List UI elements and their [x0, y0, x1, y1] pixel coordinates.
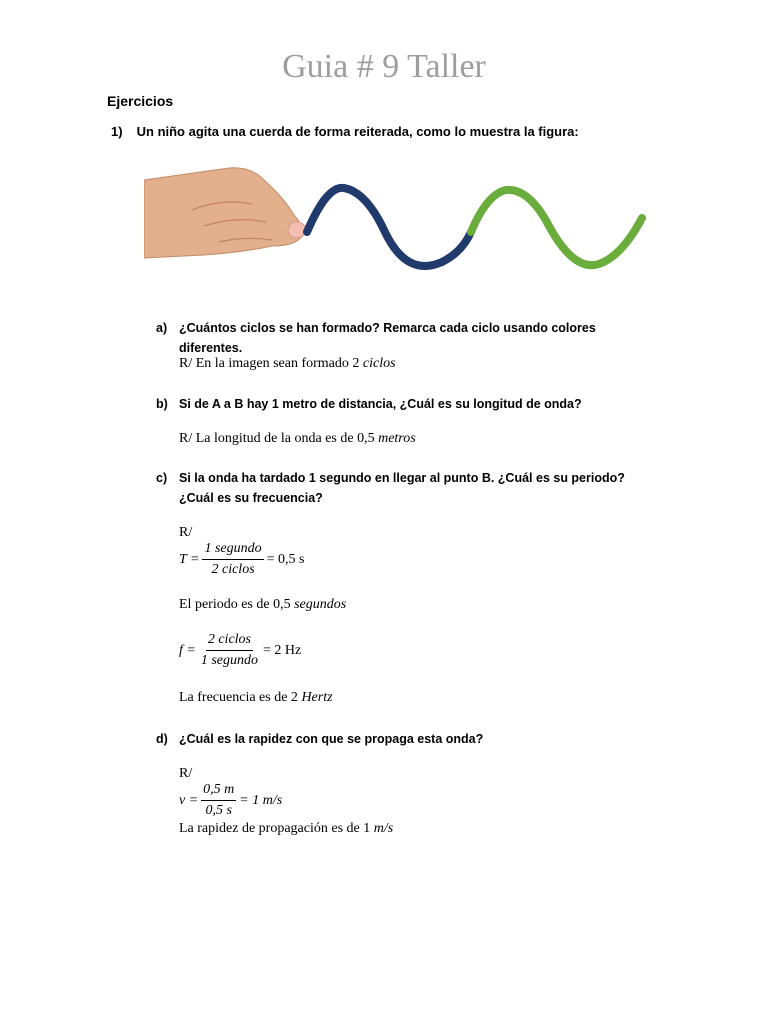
- period-eq-numerator: 1 segundo: [202, 541, 263, 560]
- speed-statement-unit: m/s: [373, 821, 394, 836]
- period-eq-rhs: = 0,5 s: [266, 551, 305, 567]
- frequency-eq-rhs: = 2 Hz: [263, 642, 302, 658]
- period-equation: [179, 541, 305, 578]
- item-c-letter: c): [156, 471, 168, 485]
- section-heading: Ejercicios: [107, 93, 174, 109]
- hand-shaking-rope-figure: [144, 160, 654, 280]
- speed-equation: [179, 782, 282, 819]
- speed-statement-prefix: La rapidez de propagación es de 1: [179, 821, 371, 836]
- item-a-text: ¿Cuántos ciclos se han formado? Remarca cada ciclo usando colores diferentes.: [179, 321, 596, 355]
- item-d-question: [156, 729, 656, 749]
- period-eq-denominator: 2 ciclos: [211, 562, 255, 577]
- speed-eq-lhs: v =: [179, 792, 199, 808]
- item-b-answer-unit: metros: [378, 431, 416, 446]
- item-c-question: [156, 468, 646, 508]
- period-eq-lhs: T =: [179, 551, 200, 567]
- item-d-letter: d): [156, 732, 168, 746]
- item-b-letter: b): [156, 397, 168, 411]
- item-a-letter: a): [156, 321, 168, 335]
- frequency-statement-unit: Hertz: [301, 690, 333, 705]
- period-statement-unit: segundos: [294, 597, 347, 612]
- speed-eq-rhs: = 1 m/s: [239, 792, 283, 808]
- frequency-eq-denominator: 1 segundo: [200, 653, 259, 668]
- page-title: Guia # 9 Taller: [282, 48, 486, 85]
- hand-image: [144, 168, 306, 258]
- frequency-eq-numerator: 2 ciclos: [206, 632, 253, 651]
- item-b-question: [156, 394, 656, 414]
- period-statement-prefix: El periodo es de 0,5: [179, 597, 291, 612]
- wave-cycle-1: [307, 188, 471, 266]
- item-b-text: Si de A a B hay 1 metro de distancia, ¿Cuál es su longitud de onda?: [179, 397, 582, 411]
- item-a-question: [156, 318, 656, 358]
- wave-cycle-2: [471, 190, 642, 265]
- question-1-text: Un niño agita una cuerda de forma reiterada, como lo muestra la figura:: [136, 124, 579, 139]
- frequency-eq-lhs: f =: [179, 642, 196, 658]
- frequency-statement-prefix: La frecuencia es de 2: [179, 690, 298, 705]
- frequency-statement: [179, 690, 333, 706]
- speed-eq-numerator: 0,5 m: [201, 782, 236, 801]
- question-1: [111, 124, 579, 139]
- item-c-r-label: R/: [179, 525, 193, 540]
- item-a-answer-unit: ciclos: [362, 356, 396, 371]
- period-statement: [179, 597, 346, 613]
- frequency-equation: [179, 632, 301, 669]
- item-d-text: ¿Cuál es la rapidez con que se propaga esta onda?: [179, 732, 484, 746]
- frequency-eq-fraction: [199, 632, 260, 669]
- item-a-answer: [179, 356, 396, 372]
- speed-eq-denominator: 0,5 s: [205, 803, 232, 818]
- speed-eq-fraction: [201, 782, 236, 819]
- speed-statement: [179, 821, 393, 837]
- item-c-text: Si la onda ha tardado 1 segundo en llegar al punto B. ¿Cuál es su periodo? ¿Cuál es su frecuencia?: [179, 471, 625, 505]
- item-d-r-label: R/: [179, 766, 193, 781]
- question-1-number: 1): [111, 124, 123, 139]
- item-b-answer-prefix: R/ La longitud de la onda es de 0,5: [179, 431, 375, 446]
- item-a-answer-prefix: R/ En la imagen sean formado 2: [179, 356, 360, 371]
- period-eq-fraction: [202, 541, 263, 578]
- item-b-answer: [179, 431, 416, 447]
